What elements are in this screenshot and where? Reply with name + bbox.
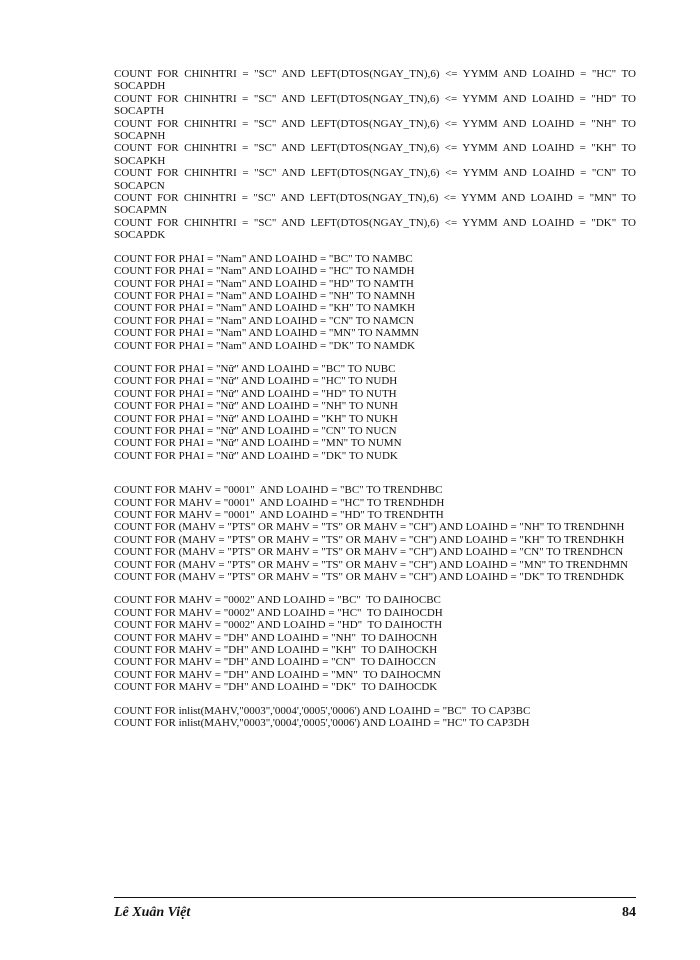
code-line: COUNT FOR CHINHTRI = "SC" AND LEFT(DTOS(NGAY_TN),6) <= YYMM AND LOAIHD = "HC" TO SOCAPDH	[114, 68, 636, 93]
code-line: COUNT FOR PHAI = "Nữ" AND LOAIHD = "MN" TO NUMN	[114, 437, 402, 450]
code-line: COUNT FOR MAHV = "0002" AND LOAIHD = "BC" TO DAIHOCBC	[114, 594, 441, 607]
code-line: COUNT FOR MAHV = "DH" AND LOAIHD = "NH" TO DAIHOCNH	[114, 631, 438, 644]
code-line: COUNT FOR inlist(MAHV,"0003",'0004','0005','0006') AND LOAIHD = "BC" TO CAP3BC	[114, 704, 531, 717]
code-line: COUNT FOR CHINHTRI = "SC" AND LEFT(DTOS(NGAY_TN),6) <= YYMM AND LOAIHD = "NH" TO SOCAPNH	[114, 117, 636, 143]
code-line: COUNT FOR (MAHV = "PTS" OR MAHV = "TS" OR MAHV = "CH") AND LOAIHD = "DK" TO TRENDHDK	[114, 571, 625, 584]
code-line: COUNT FOR PHAI = "Nam" AND LOAIHD = "HC" TO NAMDH	[114, 265, 415, 278]
code-line: COUNT FOR PHAI = "Nữ" AND LOAIHD = "DK" TO NUDK	[114, 449, 398, 462]
code-line: COUNT FOR PHAI = "Nữ" AND LOAIHD = "BC" TO NUBC	[114, 362, 396, 375]
code-line: COUNT FOR PHAI = "Nữ" AND LOAIHD = "HD" TO NUTH	[114, 387, 397, 400]
code-block-3	[114, 363, 636, 462]
code-line: COUNT FOR MAHV = "0001" AND LOAIHD = "HD" TO TRENDHTH	[114, 509, 444, 521]
code-line: COUNT FOR (MAHV = "PTS" OR MAHV = "TS" OR MAHV = "CH") AND LOAIHD = "KH" TO TRENDHKH	[114, 533, 625, 546]
code-line: COUNT FOR PHAI = "Nam" AND LOAIHD = "HD" TO NAMTH	[114, 277, 414, 290]
code-line: COUNT FOR CHINHTRI = "SC" AND LEFT(DTOS(NGAY_TN),6) <= YYMM AND LOAIHD = "CN" TO SOCAPCN	[114, 167, 636, 192]
footer-author: Lê Xuân Việt	[114, 905, 191, 920]
code-line: COUNT FOR PHAI = "Nữ" AND LOAIHD = "NH" TO NUNH	[114, 400, 398, 413]
code-line: COUNT FOR (MAHV = "PTS" OR MAHV = "TS" OR MAHV = "CH") AND LOAIHD = "NH" TO TRENDHNH	[114, 521, 625, 534]
page-footer	[114, 897, 636, 924]
code-line: COUNT FOR MAHV = "0002" AND LOAIHD = "HD" TO DAIHOCTH	[114, 619, 443, 632]
code-block-6	[114, 705, 636, 730]
code-line: COUNT FOR (MAHV = "PTS" OR MAHV = "TS" OR MAHV = "CH") AND LOAIHD = "CN" TO TRENDHCN	[114, 546, 624, 559]
code-line: COUNT FOR PHAI = "Nữ" AND LOAIHD = "CN" TO NUCN	[114, 424, 397, 437]
code-line: COUNT FOR PHAI = "Nam" AND LOAIHD = "MN" TO NAMMN	[114, 327, 419, 340]
document-body	[114, 68, 636, 741]
code-line: COUNT FOR MAHV = "0002" AND LOAIHD = "HC" TO DAIHOCDH	[114, 606, 443, 619]
code-block-1	[114, 68, 636, 242]
code-block-4	[114, 484, 636, 583]
code-line: COUNT FOR PHAI = "Nam" AND LOAIHD = "KH" TO NAMKH	[114, 302, 416, 315]
page-number: 84	[622, 905, 636, 920]
code-line: COUNT FOR PHAI = "Nữ" AND LOAIHD = "KH" TO NUKH	[114, 412, 398, 425]
code-line: COUNT FOR MAHV = "0001" AND LOAIHD = "HC" TO TRENDHDH	[114, 496, 445, 509]
code-line: COUNT FOR MAHV = "DH" AND LOAIHD = "KH" TO DAIHOCKH	[114, 644, 438, 657]
code-line: COUNT FOR PHAI = "Nam" AND LOAIHD = "DK" TO NAMDK	[114, 339, 416, 352]
code-line: COUNT FOR CHINHTRI = "SC" AND LEFT(DTOS(NGAY_TN),6) <= YYMM AND LOAIHD = "DK" TO SOCAPDK	[114, 216, 636, 242]
code-line: COUNT FOR PHAI = "Nam" AND LOAIHD = "BC" TO NAMBC	[114, 252, 413, 265]
code-line: COUNT FOR MAHV = "DH" AND LOAIHD = "CN" TO DAIHOCCN	[114, 656, 436, 669]
code-line: COUNT FOR (MAHV = "PTS" OR MAHV = "TS" OR MAHV = "CH") AND LOAIHD = "MN" TO TRENDHMN	[114, 558, 629, 571]
code-line: COUNT FOR CHINHTRI = "SC" AND LEFT(DTOS(NGAY_TN),6) <= YYMM AND LOAIHD = "HD" TO SOCAPTH	[114, 92, 636, 118]
code-line: COUNT FOR MAHV = "DH" AND LOAIHD = "MN" TO DAIHOCMN	[114, 668, 441, 681]
code-block-5	[114, 594, 636, 693]
code-line: COUNT FOR MAHV = "DH" AND LOAIHD = "DK" TO DAIHOCDK	[114, 681, 438, 694]
code-line: COUNT FOR CHINHTRI = "SC" AND LEFT(DTOS(NGAY_TN),6) <= YYMM AND LOAIHD = "KH" TO SOCAPKH	[114, 142, 636, 167]
code-line: COUNT FOR inlist(MAHV,"0003",'0004','0005','0006') AND LOAIHD = "HC" TO CAP3DH	[114, 717, 530, 730]
code-line: COUNT FOR MAHV = "0001" AND LOAIHD = "BC" TO TRENDHBC	[114, 484, 443, 497]
code-line: COUNT FOR PHAI = "Nam" AND LOAIHD = "CN" TO NAMCN	[114, 314, 414, 327]
code-line: COUNT FOR CHINHTRI = "SC" AND LEFT(DTOS(NGAY_TN),6) <= YYMM AND LOAIHD = "MN" TO SOCAPMN	[114, 192, 636, 217]
code-line: COUNT FOR PHAI = "Nam" AND LOAIHD = "NH" TO NAMNH	[114, 289, 416, 302]
code-block-2	[114, 253, 636, 352]
code-line: COUNT FOR PHAI = "Nữ" AND LOAIHD = "HC" TO NUDH	[114, 375, 398, 388]
